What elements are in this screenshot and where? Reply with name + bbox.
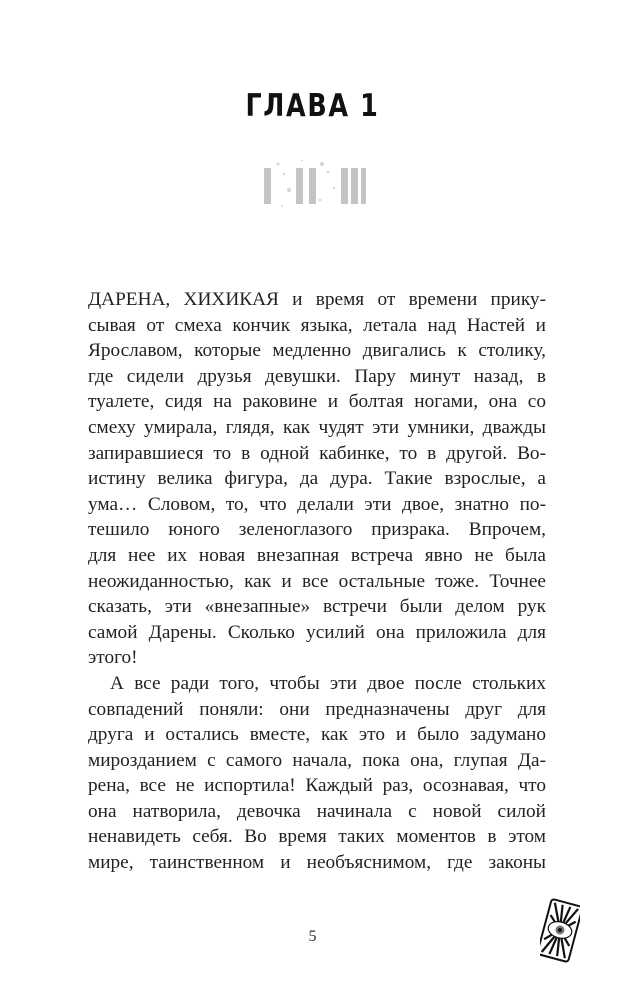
text-line: Ярославом, которые медленно двигались к столику, xyxy=(88,340,546,362)
text-line: совпадений поняли: они предназначены друг для xyxy=(88,698,546,720)
text-line: смеху умирала, глядя, как чудят эти умники, дважды xyxy=(88,416,546,438)
text-line: друга и остались вместе, как это и было задумано xyxy=(88,724,546,746)
text-line: туалете, сидя на раковине и болтая ногами, она со xyxy=(88,391,546,413)
text-line: А все ради того, чтобы эти двое после стольких xyxy=(110,672,546,694)
text-line: рена, все не испортила! Каждый раз, осознавая, что xyxy=(88,775,546,797)
tarot-card-eye-icon xyxy=(540,898,580,963)
text-line: ума… Словом, то, что делали эти двое, знатно по- xyxy=(88,493,546,515)
text-line: истину велика фигура, да дура. Такие взрослые, а xyxy=(88,468,546,490)
text-line: сывая от смеха кончик языка, летала над Настей и xyxy=(88,314,546,336)
text-line: тешило юного зеленоглазого призрака. Впрочем, xyxy=(88,519,546,541)
page-number: 5 xyxy=(308,928,317,945)
text-line: мире, таинственном и необъяснимом, где законы xyxy=(88,852,546,874)
text-line: для нее их новая внезапная встреча явно не была xyxy=(88,544,546,566)
text-line: она натворила, девочка начинала с новой силой xyxy=(88,800,546,822)
text-line: где сидели друзья девушки. Пару минут назад, в xyxy=(88,365,546,387)
text-line: самой Дарены. Сколько усилий она приложила для xyxy=(88,621,546,643)
text-line: мирозданием с самого начала, пока она, глупая Да- xyxy=(88,749,546,771)
text-line: неожиданностью, как и все остальные тоже. Точнее xyxy=(88,570,546,592)
roman-numerals-ornament-icon xyxy=(262,160,366,210)
text-line: ДАРЕНА, ХИХИКАЯ и время от времени прику- xyxy=(88,289,546,310)
body-text xyxy=(88,287,546,876)
chapter-title: ГЛАВА 1 xyxy=(245,88,380,124)
text-line: этого! xyxy=(88,647,138,669)
text-line: ненавидеть себя. Во время таких моментов в этом xyxy=(88,826,546,848)
text-line: запиравшиеся то в одной кабинке, то в другой. Во- xyxy=(88,442,546,464)
text-line: сказать, эти «внезапные» встречи были делом рук xyxy=(88,596,546,618)
